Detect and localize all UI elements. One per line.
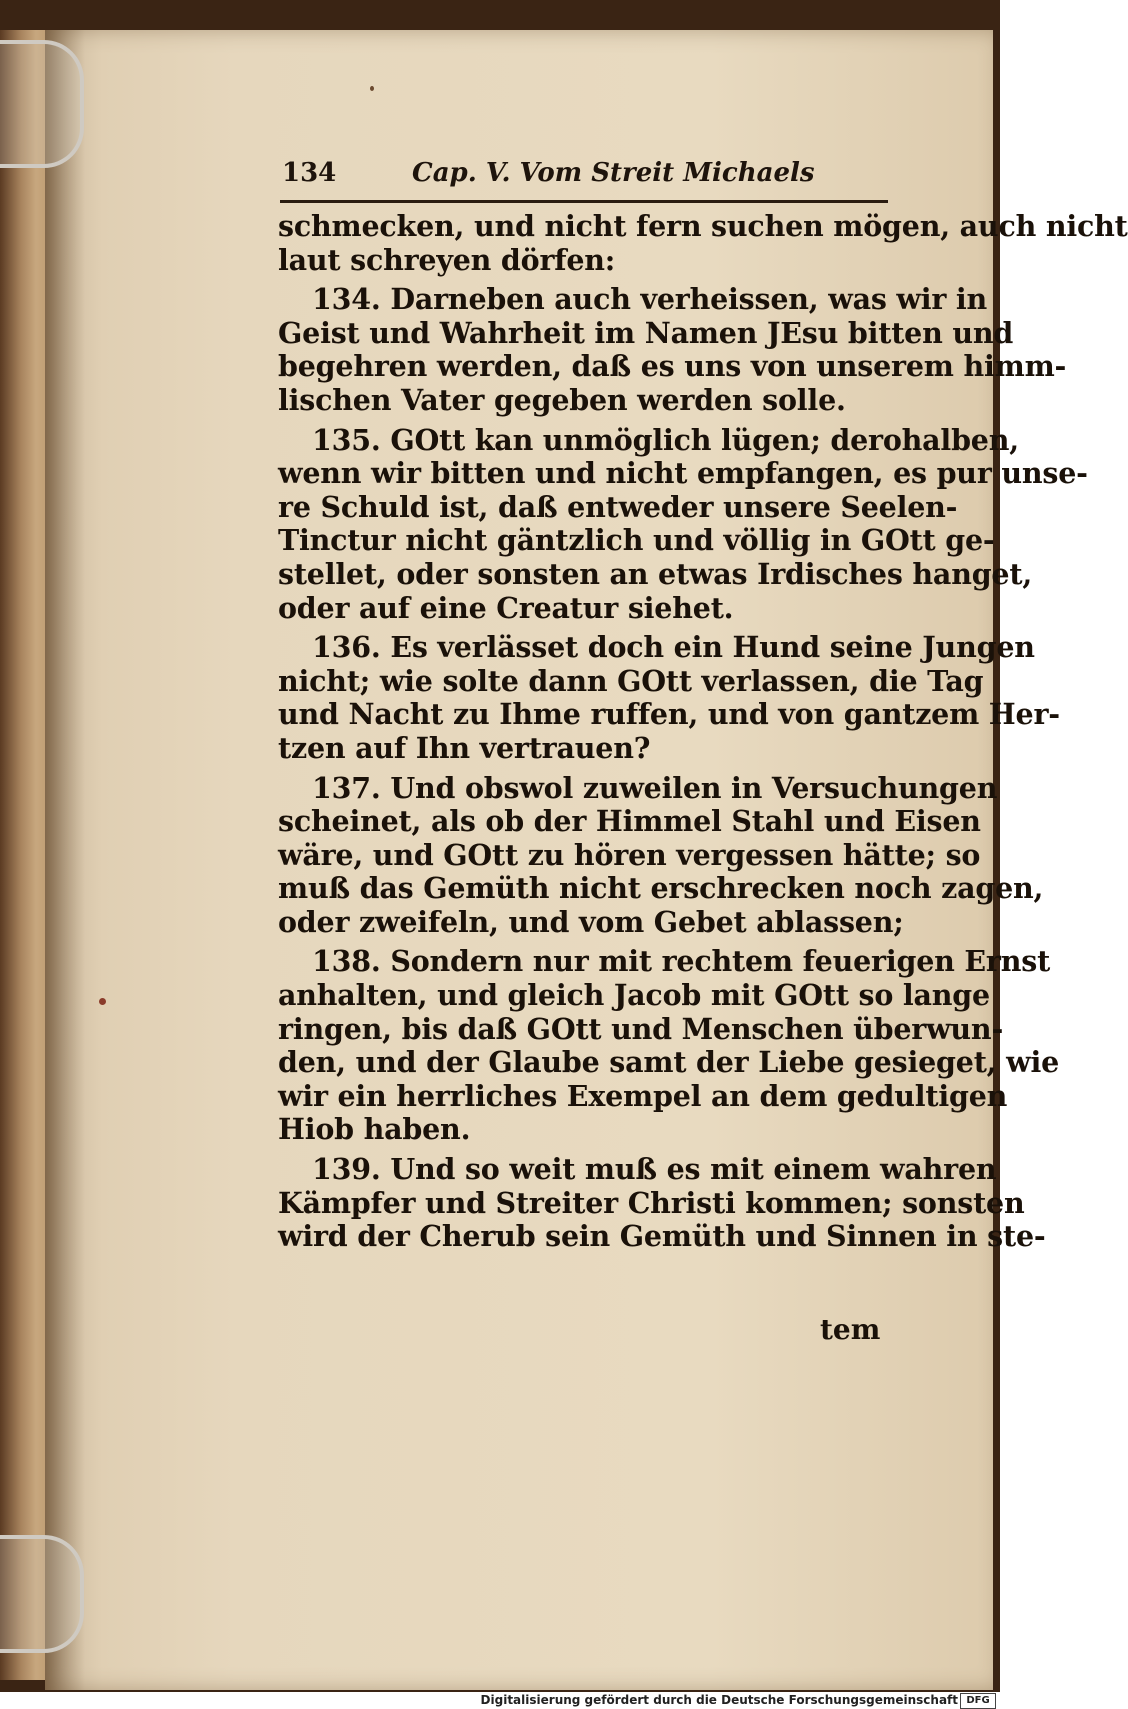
text-line: Geist und Wahrheit im Namen JEsu bitten und: [278, 315, 1014, 350]
footer-credit: Digitalisierung gefördert durch die Deutsche Forschungsgemeinschaft: [480, 1693, 958, 1707]
ink-spot: [99, 998, 106, 1005]
text-line: 134. Darneben auch verheissen, was wir in: [312, 282, 988, 317]
text-line: scheinet, als ob der Himmel Stahl und Eisen: [278, 804, 981, 839]
text-line: lischen Vater gegeben werden solle.: [278, 382, 846, 417]
top-page-clip-icon: [0, 40, 84, 168]
dfg-logo-icon: DFG: [960, 1693, 996, 1709]
text-line: Kämpfer und Streiter Christi kommen; sonsten: [278, 1185, 1025, 1220]
text-line: wir ein herrliches Exempel an dem gedultigen: [278, 1078, 1008, 1113]
page-number: 134: [282, 158, 337, 188]
text-line: den, und der Glaube samt der Liebe gesieget, wie: [278, 1045, 1060, 1080]
body-text: [278, 209, 1128, 1254]
text-line: Tinctur nicht gäntzlich und völlig in GOtt ge-: [278, 523, 995, 558]
text-line: ringen, bis daß GOtt und Menschen überwun-: [278, 1011, 1004, 1046]
text-line: 135. GOtt kan unmöglich lügen; derohalben,: [312, 422, 1019, 457]
digitization-footer: [0, 1692, 1000, 1709]
text-line: oder zweifeln, und vom Gebet ablassen;: [278, 904, 904, 939]
text-line: nicht; wie solte dann GOtt verlassen, die Tag: [278, 663, 984, 698]
header-rule: [280, 200, 888, 203]
text-line: 137. Und obswol zuweilen in Versuchungen: [312, 770, 998, 805]
page-header: [282, 152, 882, 192]
text-line: oder auf eine Creatur siehet.: [278, 590, 734, 625]
text-line: re Schuld ist, daß entweder unsere Seelen-: [278, 489, 958, 524]
ink-spot: [370, 86, 374, 91]
text-line: und Nacht zu Ihme ruffen, und von gantzem Her-: [278, 697, 1060, 732]
text-line: Hiob haben.: [278, 1112, 471, 1147]
text-line: stellet, oder sonsten an etwas Irdisches hanget,: [278, 556, 1033, 591]
text-line: 139. Und so weit muß es mit einem wahren: [312, 1152, 997, 1187]
running-title: Cap. V. Vom Streit Michaels: [412, 158, 815, 188]
text-line: anhalten, und gleich Jacob mit GOtt so lange: [278, 978, 990, 1013]
bottom-page-clip-icon: [0, 1535, 84, 1653]
text-line: schmecken, und nicht fern suchen mögen, auch nicht: [278, 209, 1128, 243]
text-line: wäre, und GOtt zu hören vergessen hätte; so: [278, 837, 981, 872]
text-line: 136. Es verlässet doch ein Hund seine Jungen: [312, 630, 1035, 665]
catchword: tem: [820, 1313, 881, 1346]
page-gutter-shadow: [45, 30, 85, 1690]
text-line: tzen auf Ihn vertrauen?: [278, 730, 651, 765]
text-line: muß das Gemüth nicht erschrecken noch zagen,: [278, 871, 1044, 906]
text-line: laut schreyen dörfen:: [278, 242, 616, 277]
text-line: 138. Sondern nur mit rechtem feuerigen Ernst: [312, 944, 1051, 979]
text-line: wird der Cherub sein Gemüth und Sinnen in ste-: [278, 1219, 1046, 1254]
text-line: begehren werden, daß es uns von unserem himm-: [278, 349, 1067, 384]
text-line: wenn wir bitten und nicht empfangen, es pur unse-: [278, 456, 1088, 491]
